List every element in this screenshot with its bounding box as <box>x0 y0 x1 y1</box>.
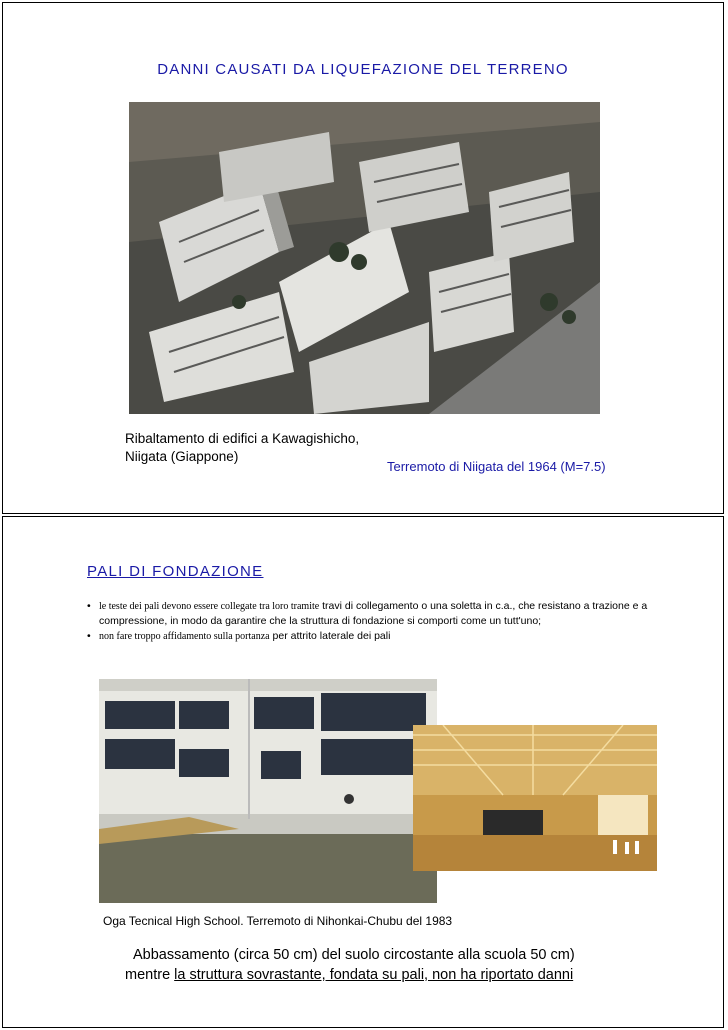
photo-caption-line2: Niigata (Giappone) <box>125 449 239 464</box>
earthquake-caption: Terremoto di Niigata del 1964 (M=7.5) <box>387 459 606 474</box>
conclusion-line1: Abbassamento (circa 50 cm) del suolo circostante alla scuola 50 cm) <box>133 947 575 963</box>
photo-niigata-buildings <box>129 102 600 414</box>
bullet-item <box>87 629 687 644</box>
conclusion-underlined: la struttura sovrastante, fondata su pali, non ha riportato danni <box>174 967 574 983</box>
bullet-serif-text: non fare troppo affidamento sulla portanza <box>99 631 270 642</box>
slide-title: PALI DI FONDAZIONE <box>87 563 264 580</box>
school-exterior-illustration <box>99 679 437 903</box>
conclusion-line2 <box>125 967 573 983</box>
slide-liquefaction <box>2 2 724 514</box>
niigata-illustration <box>129 102 600 414</box>
bullet-text: travi di collegamento o una soletta in c.a., che resistano a trazione e a compressione, in modo da garantire che la struttura di fondazione si comporti come un tutt'uno; <box>99 600 648 627</box>
conclusion-text <box>125 945 625 985</box>
slide-foundation-piles <box>2 516 724 1028</box>
conclusion-prefix: mentre <box>125 967 175 983</box>
photo-caption <box>125 430 425 466</box>
bullet-serif-text: le teste dei pali devono essere collegate tra loro tramite <box>99 601 320 612</box>
photo-school-gym <box>413 725 657 871</box>
slide-title: DANNI CAUSATI DA LIQUEFAZIONE DEL TERRENO <box>157 61 569 78</box>
photo-caption: Oga Tecnical High School. Terremoto di Nihonkai-Chubu del 1983 <box>103 914 453 928</box>
bullet-list <box>87 599 687 644</box>
bullet-item <box>87 599 687 629</box>
bullet-text: per attrito laterale dei pali <box>269 630 391 642</box>
photo-caption-line1: Ribaltamento di edifici a Kawagishicho, <box>125 431 360 446</box>
gym-illustration <box>413 725 657 871</box>
photo-school-exterior <box>99 679 437 903</box>
